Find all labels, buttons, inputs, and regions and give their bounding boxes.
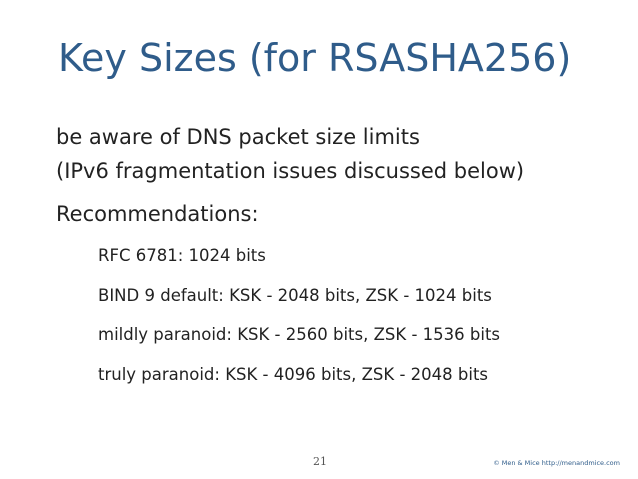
body-line-packet-size: be aware of DNS packet size limits: [56, 125, 420, 149]
slide-title: Key Sizes (for RSASHA256): [58, 36, 572, 80]
page-number: 21: [313, 455, 327, 468]
sub-line-truly-paranoid: truly paranoid: KSK - 4096 bits, ZSK - 2048 bits: [98, 365, 489, 384]
body-line-ipv6-fragmentation: (IPv6 fragmentation issues discussed below): [56, 159, 525, 183]
sub-line-rfc6781: RFC 6781: 1024 bits: [98, 246, 266, 265]
sub-line-bind9-default: BIND 9 default: KSK - 2048 bits, ZSK - 1024 bits: [98, 286, 492, 305]
copyright-notice: © Men & Mice http://menandmice.com: [493, 459, 620, 467]
body-line-recommendations: Recommendations:: [56, 202, 259, 226]
sub-line-mildly-paranoid: mildly paranoid: KSK - 2560 bits, ZSK - 1536 bits: [98, 325, 501, 344]
